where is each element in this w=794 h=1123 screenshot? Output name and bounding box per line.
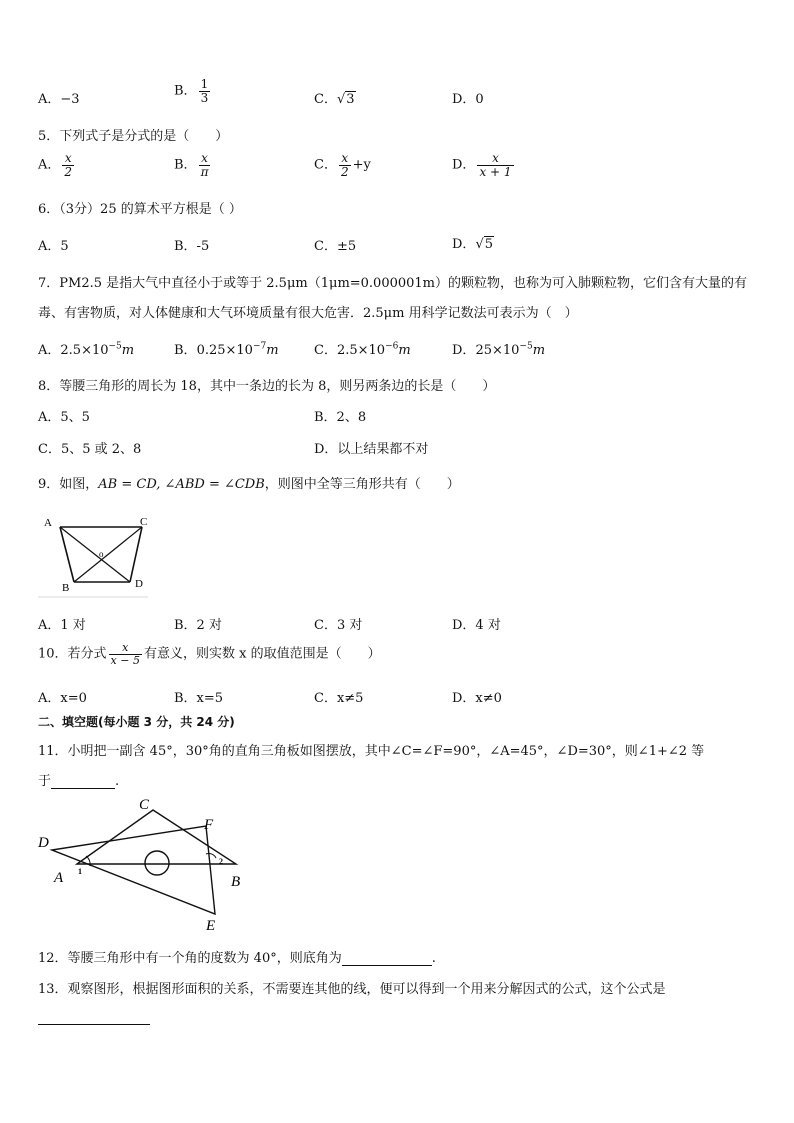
q5-option-c-prefix: C． (314, 157, 337, 173)
fraction-denominator: x − 5 (110, 653, 140, 667)
q11-stem-line2-text: 于 (38, 774, 52, 789)
fraction-numerator: x (201, 151, 208, 165)
q10-stem-suffix: 有意义，则实数 x 的取值范围是（ ） (143, 646, 381, 662)
q11-figure (30, 794, 260, 936)
q5-option-c-tail: +y (352, 157, 371, 173)
q7-option-c-prefix: C． (314, 343, 337, 358)
q7-option-b-prefix: B． (174, 343, 197, 358)
fraction-denominator: x + 1 (479, 164, 512, 179)
q4-option-b-fraction (199, 78, 211, 104)
q6-stem: 6．（3分）25 的算术平方根是（ ） (38, 202, 242, 217)
fraction-denominator: 3 (200, 90, 209, 105)
q10-option-a: A．x=0 (38, 691, 87, 706)
label-angle-2: 2 (219, 857, 223, 866)
q5-option-a (38, 152, 76, 178)
q5-stem: 5．下列式子是分式的是（ ） (38, 129, 229, 144)
radicand: 5 (484, 237, 494, 252)
q10-fraction (109, 642, 142, 666)
angle-2-arc (206, 853, 216, 858)
q9-option-c: C．3 对 (314, 618, 363, 633)
q4-option-b (174, 78, 212, 104)
q8-option-d: D．以上结果都不对 (314, 442, 429, 457)
period-mark: . (431, 951, 436, 966)
q6-option-d (452, 233, 494, 252)
sci-exponent: −5 (519, 341, 533, 352)
answer-blank (342, 965, 432, 966)
hole-circle (145, 851, 169, 875)
q9-stem (38, 473, 460, 492)
q4-option-a: A．−3 (38, 92, 80, 107)
q6-option-d-prefix: D． (452, 237, 476, 252)
label-b: B (231, 874, 241, 890)
unit: m (532, 343, 546, 358)
q9-figure (38, 512, 158, 598)
q10-stem (38, 642, 381, 666)
q11-stem-line2 (38, 770, 119, 789)
q13-stem: 13．观察图形，根据图形面积的关系，不需要连其他的线，便可以得到一个用来分解因式的公式，这个公式是 (38, 982, 666, 997)
unit: m (121, 343, 135, 358)
q7-option-a-prefix: A． (38, 343, 61, 358)
q9-stem-prefix: 9．如图， (38, 477, 99, 492)
q5-option-c (314, 152, 371, 178)
fraction-denominator: π (200, 164, 209, 179)
q7-stem-line2: 毒、有害物质，对人体健康和大气环境质量有很大危害．2.5μm 用科学记数法可表示为（ ） (38, 306, 578, 321)
sqrt-expression: √5 (475, 237, 494, 252)
q12-stem-text: 12．等腰三角形中有一个角的度数为 40°，则底角为 (38, 951, 342, 966)
q6-option-a: A．5 (38, 239, 69, 254)
sci-base: 2.5×10 (336, 343, 386, 358)
fraction-numerator: x (64, 151, 72, 165)
period-mark: . (115, 774, 120, 789)
q5-option-d-fraction (477, 152, 513, 178)
q10-option-c: C．x≠5 (314, 691, 364, 706)
label-a: A (44, 517, 52, 529)
label-c: C (139, 797, 150, 813)
radicand: 3 (346, 92, 355, 107)
sqrt-expression: √3 (336, 92, 355, 107)
label-o: o (99, 549, 104, 559)
q4-option-d: D．0 (452, 92, 484, 107)
q8-option-c: C．5、5 或 2、8 (38, 442, 142, 457)
q7-option-d (452, 339, 545, 358)
segment-ab (60, 527, 74, 582)
fraction-numerator: x (122, 641, 129, 654)
q5-option-d (452, 152, 516, 178)
q8-option-a: A．5、5 (38, 410, 90, 425)
q6-option-b: B．-5 (174, 239, 210, 254)
section-title: 二、填空题(每小题 3 分，共 24 分) (38, 715, 235, 729)
sci-exponent: −5 (108, 341, 122, 352)
q10-option-b: B．x=5 (174, 691, 224, 706)
label-d: D (38, 835, 49, 851)
q7-option-d-prefix: D． (452, 343, 476, 358)
answer-blank (38, 1010, 150, 1025)
q6-option-c: C．±5 (314, 239, 357, 254)
q9-option-d: D．4 对 (452, 618, 501, 633)
fraction-numerator: 1 (200, 77, 209, 91)
answer-blank (51, 788, 115, 789)
sci-base: 0.25×10 (196, 343, 253, 358)
q11-stem-line1: 11．小明把一副含 45°，30°角的直角三角板如图摆放，其中∠C=∠F=90°，∠A=45°，∠D=30°，则∠1+∠2 等 (38, 744, 705, 759)
fraction-numerator: x (492, 151, 499, 165)
q9-stem-math: AB = CD, ∠ABD = ∠CDB (98, 477, 265, 492)
q5-option-a-prefix: A． (38, 157, 61, 173)
q5-option-d-prefix: D． (452, 157, 476, 173)
sci-exponent: −6 (385, 341, 399, 352)
sci-exponent: −7 (252, 341, 267, 352)
label-f: F (204, 817, 214, 833)
unit: m (266, 343, 279, 358)
q4-option-c-prefix: C． (314, 92, 337, 107)
q4-option-c (314, 88, 356, 107)
q8-stem: 8．等腰三角形的周长为 18，其中一条边的长为 8，则另两条边的长是（ ） (38, 379, 496, 394)
q9-option-b: B．2 对 (174, 618, 222, 633)
label-e: E (206, 918, 216, 934)
q5-option-b-prefix: B． (174, 157, 197, 173)
q5-option-a-fraction (62, 152, 74, 178)
q9-stem-suffix: ，则图中全等三角形共有（ ） (264, 477, 460, 492)
label-angle-1: 1 (78, 867, 82, 876)
q5-option-c-fraction (339, 152, 351, 178)
q7-option-a (38, 339, 134, 358)
q12-stem (38, 947, 436, 966)
sci-base: 25×10 (475, 343, 520, 358)
fraction-denominator: 2 (340, 164, 349, 179)
label-c: C (140, 516, 148, 528)
label-a: A (54, 870, 64, 886)
label-b: B (62, 582, 70, 594)
q10-option-d: D．x≠0 (452, 691, 502, 706)
triangle-def (52, 826, 215, 914)
fraction-denominator: 2 (64, 164, 73, 179)
segment-ad (60, 527, 130, 582)
unit: m (398, 343, 411, 358)
q10-stem-prefix: 10．若分式 (38, 646, 107, 662)
q9-option-a: A．1 对 (38, 618, 86, 633)
sci-base: 2.5×10 (60, 343, 109, 358)
fraction-numerator: x (341, 151, 349, 165)
q7-option-c (314, 339, 411, 358)
q4-option-b-prefix: B． (174, 83, 197, 99)
q7-stem-line1: 7．PM2.5 是指大气中直径小于或等于 2.5μm（1μm=0.000001m）的颗粒物，也称为可入肺颗粒物，它们含有大量的有 (38, 276, 748, 291)
q5-option-b-fraction (199, 152, 211, 178)
q7-option-b (174, 339, 279, 358)
label-d: D (135, 578, 143, 590)
q5-option-b (174, 152, 212, 178)
q8-option-b: B．2、8 (314, 410, 367, 425)
